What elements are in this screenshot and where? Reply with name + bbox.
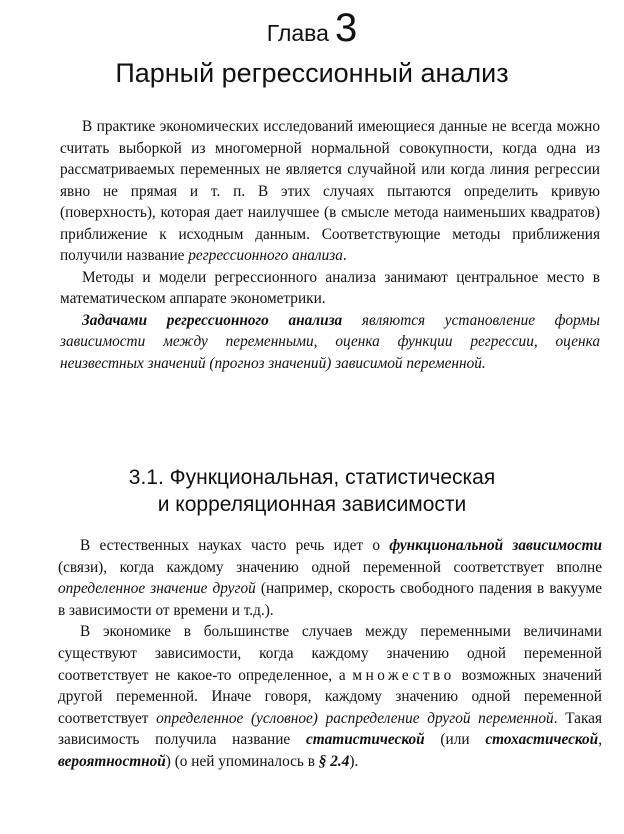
intro-p3-bold: Задачами регрессионного анализа <box>82 311 343 329</box>
sec-p2-b: множество <box>352 666 455 684</box>
sec-p1-b: функциональной зависимости <box>389 537 602 554</box>
section-text <box>58 535 602 773</box>
sec-p1-d: определенное значение другой <box>58 580 256 598</box>
chapter-heading <box>0 6 624 51</box>
sec-p2-m: ). <box>349 752 359 770</box>
intro-p3-rest: являются установление формы зависимости между переменными, оценка функции регрессии, оценка неизвестных значений (прогноз значений) зависимой переменной. <box>60 311 600 372</box>
sec-p2-j: вероятностной <box>58 752 166 770</box>
sec-p1-a: В естественных науках часто речь идет о <box>80 537 390 554</box>
sec-p2-e: . Такая зависимость получила название <box>58 709 602 749</box>
chapter-title: Парный регрессионный анализ <box>115 58 509 88</box>
intro-paragraph-2: Методы и модели регрессионного анализа занимают центральное место в математическом аппарате эконометрики. <box>60 268 600 307</box>
sec-p2-a: В экономике в большинстве случаев между переменными величинами существуют зависимости, когда каждому значению одной переменной соответствует не какое-то определенное, а <box>58 623 602 684</box>
intro-p1-term: регрессионного анализа <box>188 247 343 264</box>
sec-p2-d: определенное (условное) распределение другой переменной <box>156 709 554 727</box>
intro-p1-end: . <box>342 247 347 264</box>
sec-p1-c: (связи), когда каждому значению одной переменной соответствует вполне <box>58 558 602 576</box>
sec-p2-i: , <box>598 731 603 749</box>
sec-p2-k: ) (о ней упоминалось в <box>165 752 319 770</box>
intro-paragraph-1 <box>60 116 600 267</box>
intro-text <box>60 116 600 374</box>
sec-p2-l: § 2.4 <box>318 752 350 770</box>
section-paragraph-1 <box>58 535 602 621</box>
section-title-line-1: 3.1. Функциональная, статистическая <box>128 466 496 489</box>
intro-paragraph-3 <box>60 310 600 375</box>
section-title <box>0 464 624 518</box>
section-paragraph-2 <box>58 621 602 772</box>
chapter-word: Глава <box>266 20 329 46</box>
sec-p2-f: статистической <box>305 731 425 749</box>
sec-p2-g: (или <box>424 731 486 749</box>
intro-p1-text: В практике экономических исследований имеющиеся данные не всегда можно считать выборкой из многомерной нормальной совокупности, когда одна из рассматриваемых переменных не является случайной или когда линия регрессии явно не прямая и т. п. В этих случаях пытаются определить кривую (поверхность), которая дает наилучшее (в смысле метода наименьших квадратов) приближение к исходным данным. Соответствующие методы приближения получили название <box>60 118 600 264</box>
sec-p2-h: стохастической <box>485 731 599 749</box>
sec-p1-e: (например, скорость свободного падения в вакууме в зависимости от времени и т.д.). <box>58 580 602 619</box>
chapter-number: 3 <box>334 6 358 50</box>
section-title-line-2: и корреляционная зависимости <box>157 493 467 516</box>
sec-p2-c: возможных значений другой переменной. Иначе говоря, каждому значению одной переменной соответствует <box>58 666 602 727</box>
